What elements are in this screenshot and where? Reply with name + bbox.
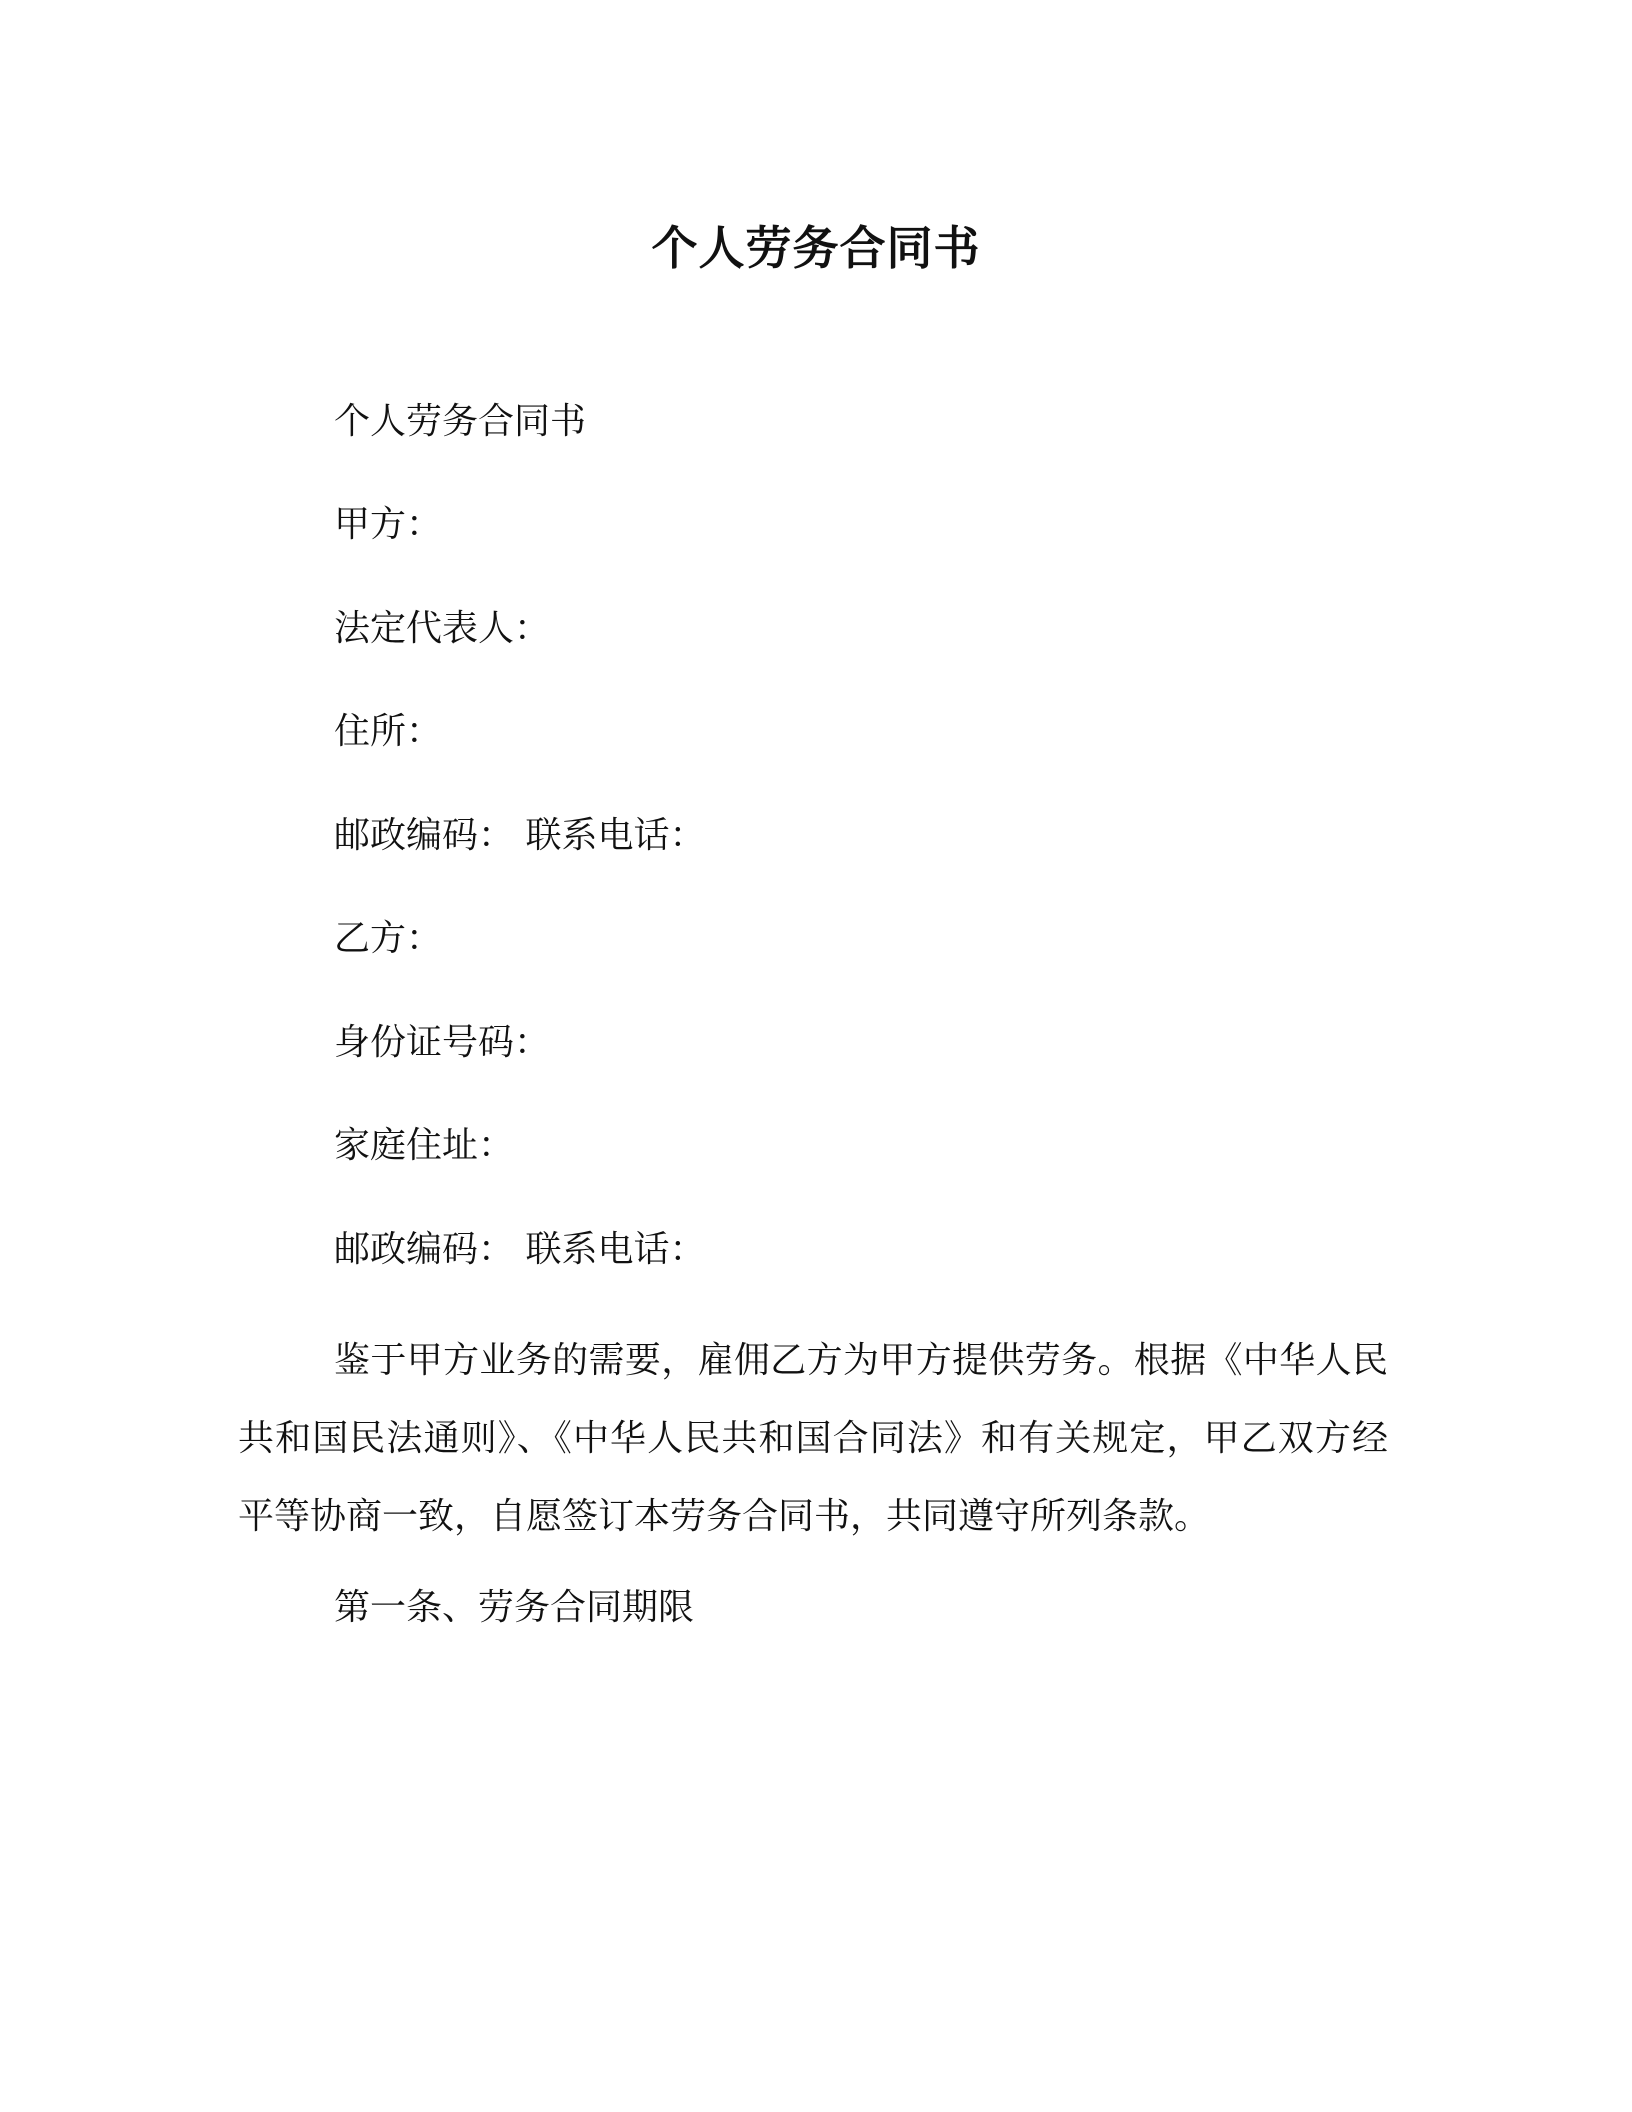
field-legal-representative: 法定代表人：: [334, 608, 551, 649]
section-heading-term: 第一条、劳务合同期限: [334, 1587, 695, 1628]
field-party-b: 乙方：: [334, 918, 443, 959]
document-title: 个人劳务合同书: [651, 221, 981, 275]
field-party-a: 甲方：: [334, 504, 443, 545]
field-postal-phone-a: 邮政编码： 联系电话：: [334, 815, 706, 856]
document-subtitle: 个人劳务合同书: [334, 401, 587, 442]
field-residence: 住所：: [334, 711, 443, 752]
field-home-address: 家庭住址：: [334, 1125, 515, 1166]
field-postal-phone-b: 邮政编码： 联系电话：: [334, 1229, 706, 1270]
field-id-number: 身份证号码：: [334, 1022, 551, 1063]
intro-paragraph: 鉴于甲方业务的需要，雇佣乙方为甲方提供劳务。根据《中华人民共和国民法通则》、《中华人民共和国合同法》和有关规定，甲乙双方经平等协商一致，自愿签订本劳务合同书，共同遵守所列条款。: [238, 1340, 1388, 1537]
